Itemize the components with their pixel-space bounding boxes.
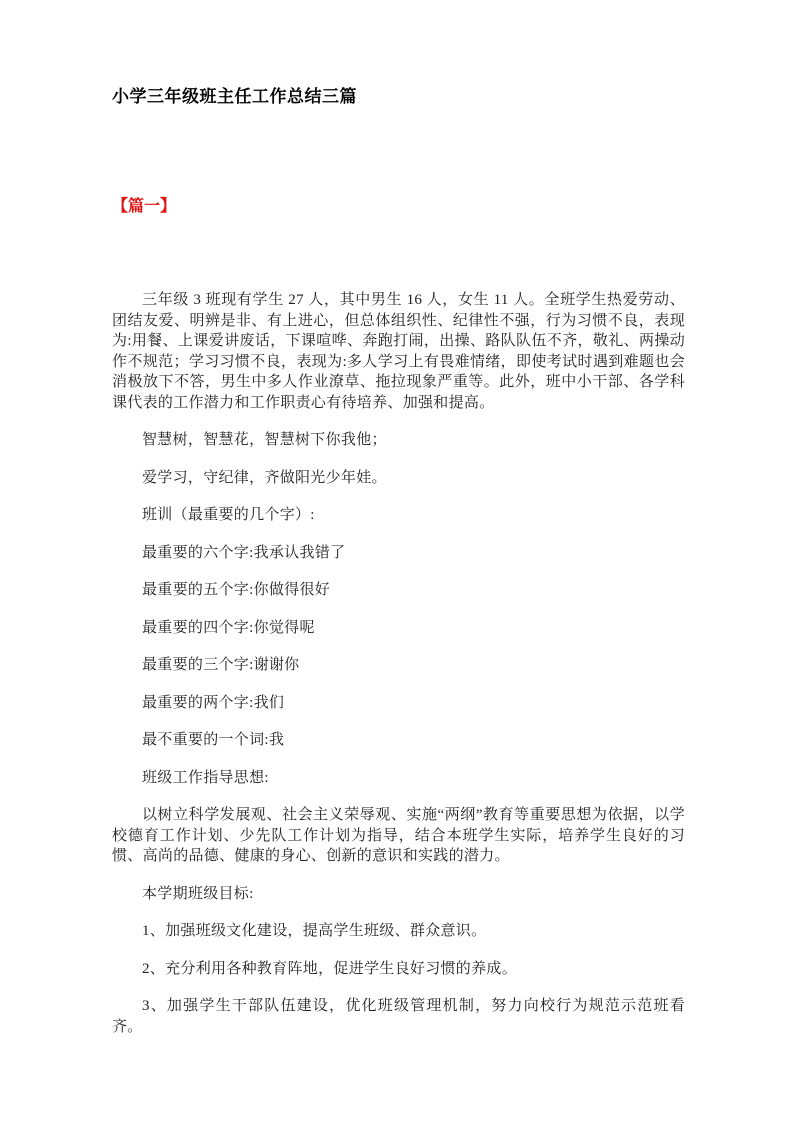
paragraph-slogan-line-1: 智慧树，智慧花，智慧树下你我他；	[142, 432, 387, 448]
paragraph-motto-two-words: 最重要的两个字:我们	[142, 694, 285, 711]
paragraph-guiding-ideology-body: 以树立科学发展观、社会主义荣辱观、实施“两纲”教育等重要思想为依据，以学校德育工作计划、少先队工作计划为指导，结合本班学生实际，培养学生良好的习惯、高尚的品德、健康的身心、创新的意识和实践的潜力。	[112, 807, 685, 864]
paragraph-semester-goals-label: 本学期班级目标:	[142, 885, 254, 902]
paragraph-motto-five-words: 最重要的五个字:你做得很好	[142, 582, 331, 598]
paragraph-class-motto-label: 班训（最重要的几个字）:	[142, 507, 315, 523]
paragraph-slogan-line-2: 爱学习，守纪律，齐做阳光少年娃。	[142, 469, 387, 486]
paragraph-guiding-ideology-label: 班级工作指导思想:	[142, 769, 269, 786]
paragraph-goal-item-1: 1、加强班级文化建设，提高学生班级、群众意识。	[142, 923, 487, 939]
document-title: 小学三年级班主任工作总结三篇	[112, 87, 357, 106]
paragraph-goal-item-3: 3、加强学生干部队伍建设，优化班级管理机制，努力向校行为规范示范班看齐。	[112, 998, 685, 1035]
paragraph-class-overview: 三年级 3 班现有学生 27 人，其中男生 16 人，女生 11 人。全班学生热爱劳动、团结友爱、明辨是非、有上进心，但总体组织性、纪律性不强，行为习惯不良，表现为:用餐、上课爱讲废话，下课喧哗、奔跑打闹，出操、路队队伍不齐，敬礼、两操动作不规范；学习习惯不良，表现为:多人学习上有畏难情绪，即使考试时遇到难题也会消极放下不答，男生中多人作业潦草、拖拉现象严重等。此外，班中小干部、各学科课代表的工作潜力和工作职责心有待培养、加强和提高。	[112, 292, 685, 411]
body-paragraphs	[112, 290, 685, 1037]
paragraph-motto-three-words: 最重要的三个字:谢谢你	[142, 657, 300, 673]
paragraph-goal-item-2: 2、充分利用各种教育阵地，促进学生良好习惯的养成。	[142, 960, 518, 977]
paragraph-motto-one-word: 最不重要的一个词:我	[142, 732, 285, 748]
paragraph-motto-six-words: 最重要的六个字:我承认我错了	[142, 544, 346, 561]
section-heading-part-one: 【篇一】	[112, 198, 177, 215]
paragraph-motto-four-words: 最重要的四个字:你觉得呢	[142, 619, 315, 636]
